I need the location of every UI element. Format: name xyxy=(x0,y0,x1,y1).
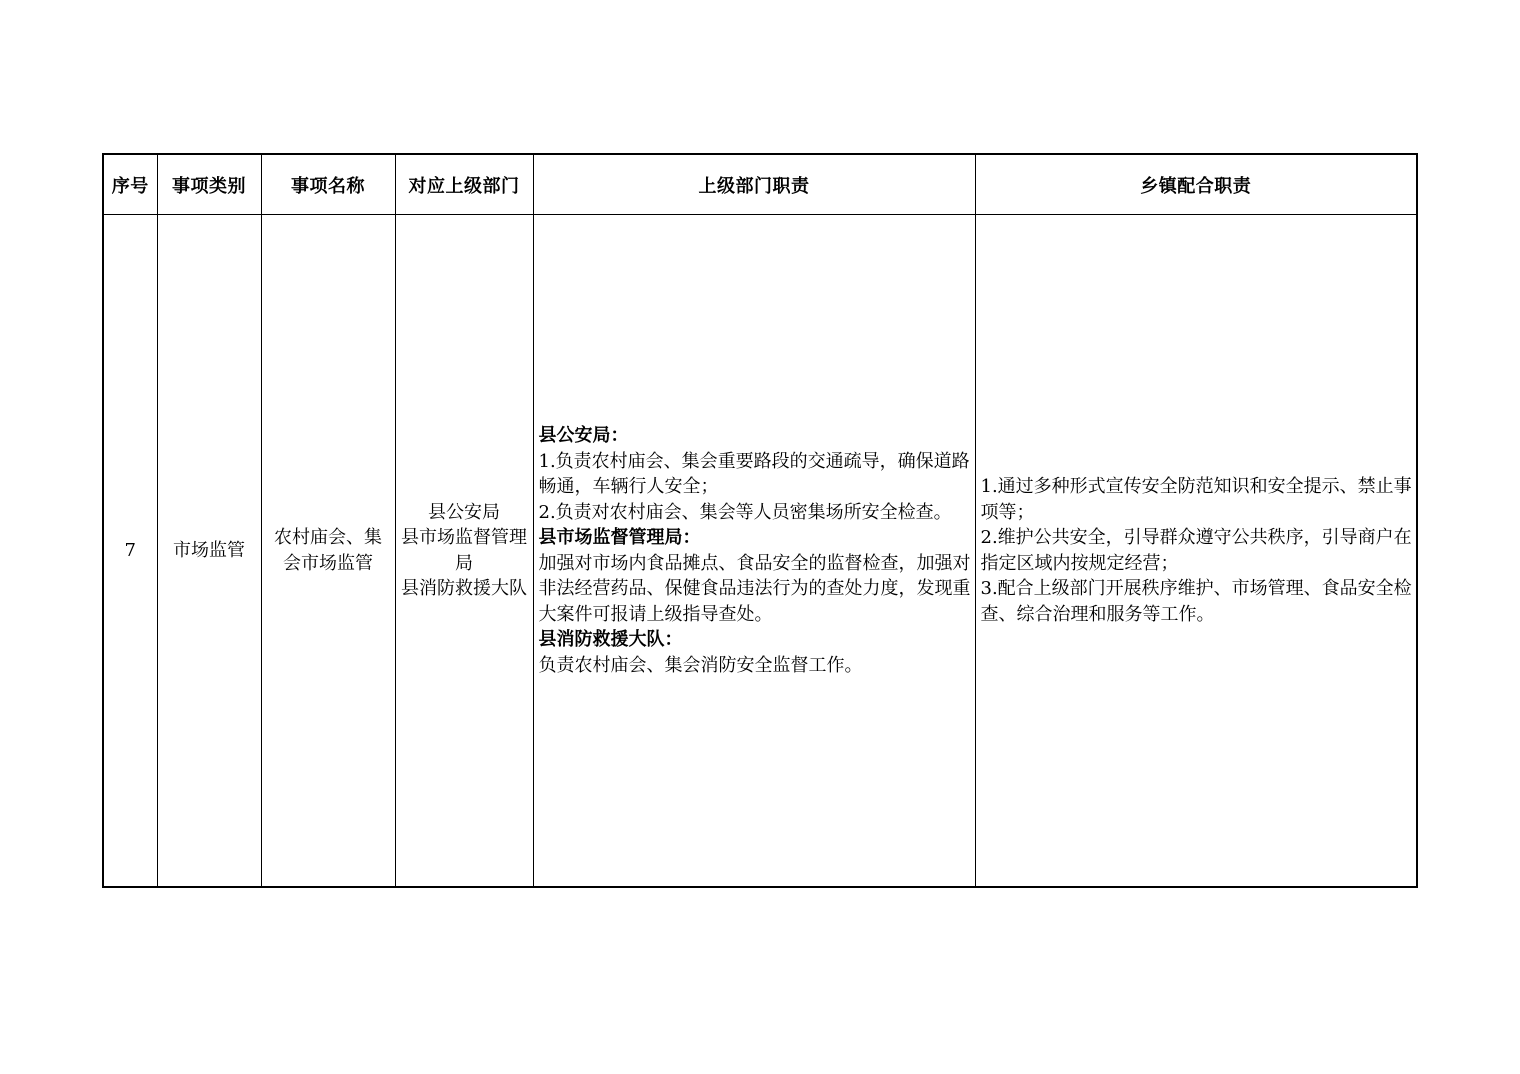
cell-township-duties xyxy=(975,215,1417,888)
cell-item-name: 农村庙会、集会市场监管 xyxy=(261,215,395,888)
cell-category: 市场监管 xyxy=(157,215,261,888)
department-name: 县消防救援大队 xyxy=(401,578,527,599)
header-item-name: 事项名称 xyxy=(261,154,395,215)
township-duty-line: 3.配合上级部门开展秩序维护、市场管理、食品安全检查、综合治理和服务等工作。 xyxy=(980,578,1412,625)
header-departments: 对应上级部门 xyxy=(395,154,533,215)
duty-line: 2.负责对农村庙会、集会等人员密集场所安全检查。 xyxy=(538,501,952,523)
duty-section-title: 县市场监督管理局： xyxy=(538,527,701,548)
township-duty-line: 2.维护公共安全，引导群众遵守公共秩序，引导商户在指定区域内按规定经营； xyxy=(980,527,1412,574)
department-name: 县市场监督管理局 xyxy=(401,527,527,574)
header-township-duties: 乡镇配合职责 xyxy=(975,154,1417,215)
duty-line: 1.负责农村庙会、集会重要路段的交通疏导，确保道路畅通，车辆行人安全； xyxy=(538,450,970,497)
duty-section-title: 县公安局： xyxy=(538,425,629,446)
duty-line: 加强对市场内食品摊点、食品安全的监督检查，加强对非法经营药品、保健食品违法行为的查处力度，发现重大案件可报请上级指导查处。 xyxy=(538,552,971,625)
cell-superior-duties xyxy=(533,215,975,888)
header-superior-duties: 上级部门职责 xyxy=(533,154,975,215)
header-category: 事项类别 xyxy=(157,154,261,215)
header-row xyxy=(103,154,1417,215)
responsibility-table xyxy=(102,153,1418,888)
cell-departments xyxy=(395,215,533,888)
table-row xyxy=(103,215,1417,888)
township-duty-line: 1.通过多种形式宣传安全防范知识和安全提示、禁止事项等； xyxy=(980,476,1412,523)
cell-index: 7 xyxy=(103,215,157,888)
header-index: 序号 xyxy=(103,154,157,215)
duty-section-title: 县消防救援大队： xyxy=(538,629,683,650)
department-name: 县公安局 xyxy=(428,501,500,523)
duty-line: 负责农村庙会、集会消防安全监督工作。 xyxy=(538,654,863,676)
